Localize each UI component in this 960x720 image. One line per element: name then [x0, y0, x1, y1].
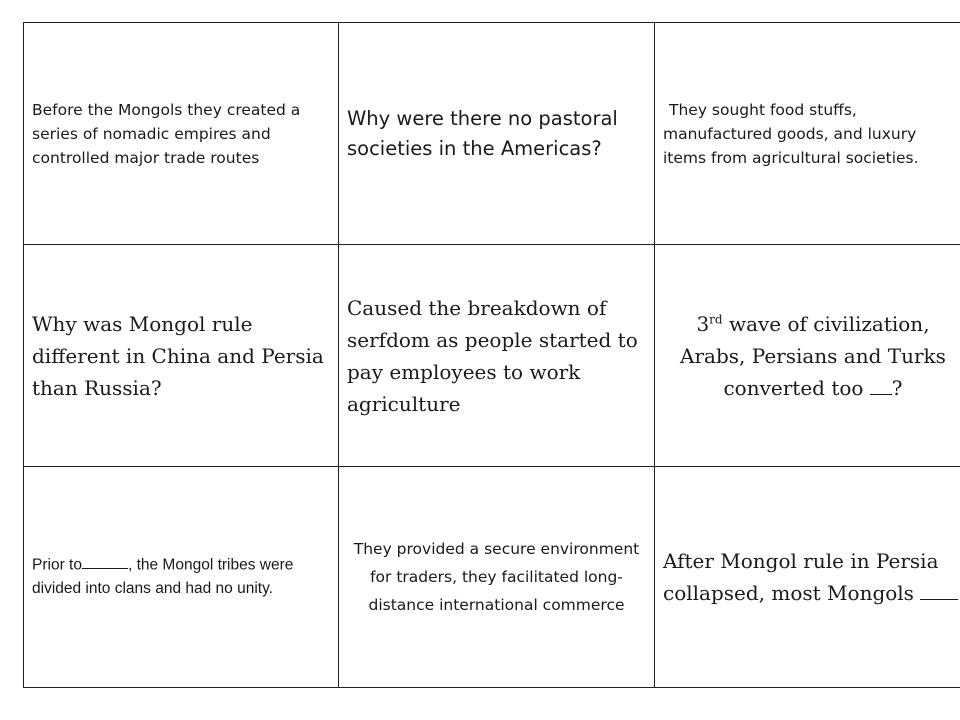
- flashcard-grid: [23, 22, 960, 688]
- fill-in-blank: [920, 579, 958, 600]
- card-r2c2: [339, 245, 655, 467]
- card-r1c2: [339, 23, 655, 245]
- card-text: Why was Mongol rule different in China and Persia than Russia?: [32, 311, 324, 400]
- card-text-after-blank: , the Mongol tribes were divided into clans and had no unity.: [32, 556, 294, 598]
- card-text: They provided a secure environment for traders, they facilitated long-distance international commerce: [353, 540, 640, 614]
- card-text: They sought food stuffs, manufactured goods, and luxury items from agricultural societies.: [663, 100, 919, 167]
- card-text: wave of civilization, Arabs, Persians and Turks converted too: [680, 311, 946, 400]
- card-r3c1: [24, 467, 339, 688]
- card-r1c3: [655, 23, 960, 245]
- card-text-end: ?: [891, 375, 903, 400]
- card-r1c1: [24, 23, 339, 245]
- card-text: Caused the breakdown of serfdom as people started to pay employees to work agriculture: [347, 295, 638, 416]
- grid-row-1: [24, 23, 960, 245]
- card-text-before-blank: After Mongol rule in Persia collapsed, most Mongols: [663, 549, 939, 605]
- fill-in-blank: [82, 553, 128, 570]
- card-r2c3: [655, 245, 960, 467]
- card-text: Why were there no pastoral societies in the Americas?: [347, 106, 618, 160]
- card-r3c3: [655, 467, 960, 688]
- card-r2c1: [24, 245, 339, 467]
- ordinal-suffix: rd: [709, 311, 723, 326]
- fill-in-blank: [870, 374, 892, 395]
- grid-row-2: [24, 245, 960, 467]
- grid-row-3: [24, 467, 960, 688]
- card-text-before-blank: Prior to: [32, 556, 82, 574]
- ordinal-number: 3: [696, 311, 710, 336]
- card-r3c2: [339, 467, 655, 688]
- card-text: Before the Mongols they created a series of nomadic empires and controlled major trade routes: [32, 100, 301, 167]
